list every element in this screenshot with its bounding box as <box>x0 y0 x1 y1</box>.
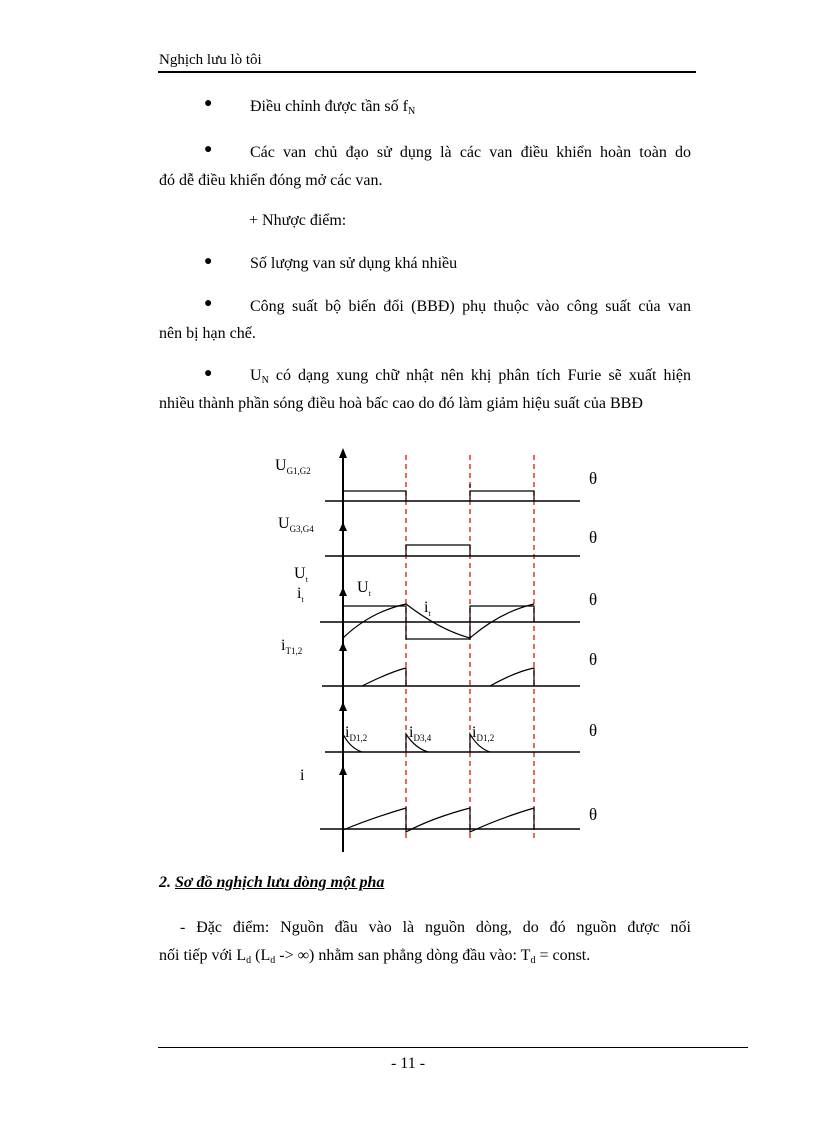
label-ug34: $U_{G3,G4}$ <box>278 515 314 534</box>
diagram-background <box>254 440 594 852</box>
text: có dạng xung chữ nhật nên khị phân tích Furie sẽ xuất hiện <box>268 367 691 384</box>
label-id12a: $i_{D1,2}$ <box>345 724 368 743</box>
bullet-valves-line2: đó dễ điều khiển đóng mở các van. <box>159 172 383 189</box>
label-ut: $U_t$ <box>294 565 308 584</box>
subscript: N <box>407 106 416 117</box>
bullet-dot: ● <box>204 96 213 111</box>
bullet-power-line1: Công suất bộ biến đổi (BBĐ) phụ thuộc vào công suất của van <box>250 298 691 315</box>
bullet-dot: ● <box>204 254 213 269</box>
subscript: N <box>261 375 269 386</box>
label-it-inner: $i_t$ <box>424 599 431 618</box>
label-it: $i_t$ <box>297 585 304 604</box>
bullet-text: Điều chỉnh được tần số f <box>250 98 408 115</box>
bullet-dot: ● <box>204 142 213 157</box>
text: = const. <box>535 947 591 964</box>
disadvantages-label: + Nhược điểm: <box>249 212 347 229</box>
theta-label: θ <box>589 528 598 547</box>
label-it12: $i_{T1,2}$ <box>281 637 303 656</box>
label-ug12: $U_{G1,G2}$ <box>275 457 311 476</box>
page-header-title: Nghịch lưu lò tôi <box>159 52 262 68</box>
bullet-dot: ● <box>204 296 213 311</box>
footer-rule <box>158 1047 748 1048</box>
bullet-power-line2: nên bị hạn chế. <box>159 325 256 342</box>
subscript: d <box>530 955 536 966</box>
heading-text: Sơ đồ nghịch lưu dòng một pha <box>175 874 385 891</box>
theta-label: θ <box>589 805 598 824</box>
text: nối tiếp với L <box>159 947 247 964</box>
bullet-valves-line1: Các van chủ đạo sử dụng là các van điều khiển hoàn toàn do <box>250 144 691 161</box>
label-i: i <box>300 767 305 784</box>
label-id12b: $i_{D1,2}$ <box>472 724 495 743</box>
text: (L <box>251 947 271 964</box>
text: -> ∞) nhằm san phẳng dòng đầu vào: T <box>275 947 531 964</box>
label-id34: $i_{D3,4}$ <box>409 724 432 743</box>
theta-label: θ <box>589 650 598 669</box>
theta-label: θ <box>589 469 598 488</box>
text: U <box>250 367 262 384</box>
label-ut-inner: $U_t$ <box>357 579 371 598</box>
bullet-dot: ● <box>204 366 213 381</box>
subscript: d <box>270 955 276 966</box>
theta-label: θ <box>589 590 598 609</box>
section-heading <box>159 874 384 892</box>
bullet-harmonics-line2: nhiều thành phần sóng điều hoà bấc cao do đó làm giảm hiệu suất của BBĐ <box>159 395 643 412</box>
page-number: - 11 - <box>390 1055 426 1072</box>
heading-number: 2. <box>159 874 175 891</box>
theta-label: θ <box>589 721 598 740</box>
subscript: d <box>246 955 252 966</box>
bullet-valve-count: Số lượng van sử dụng khá nhiều <box>250 255 458 272</box>
section-para-line1: - Đặc điểm: Nguồn đầu vào là nguồn dòng, do đó nguồn được nối <box>180 919 691 936</box>
section-para-line2 <box>159 941 692 976</box>
